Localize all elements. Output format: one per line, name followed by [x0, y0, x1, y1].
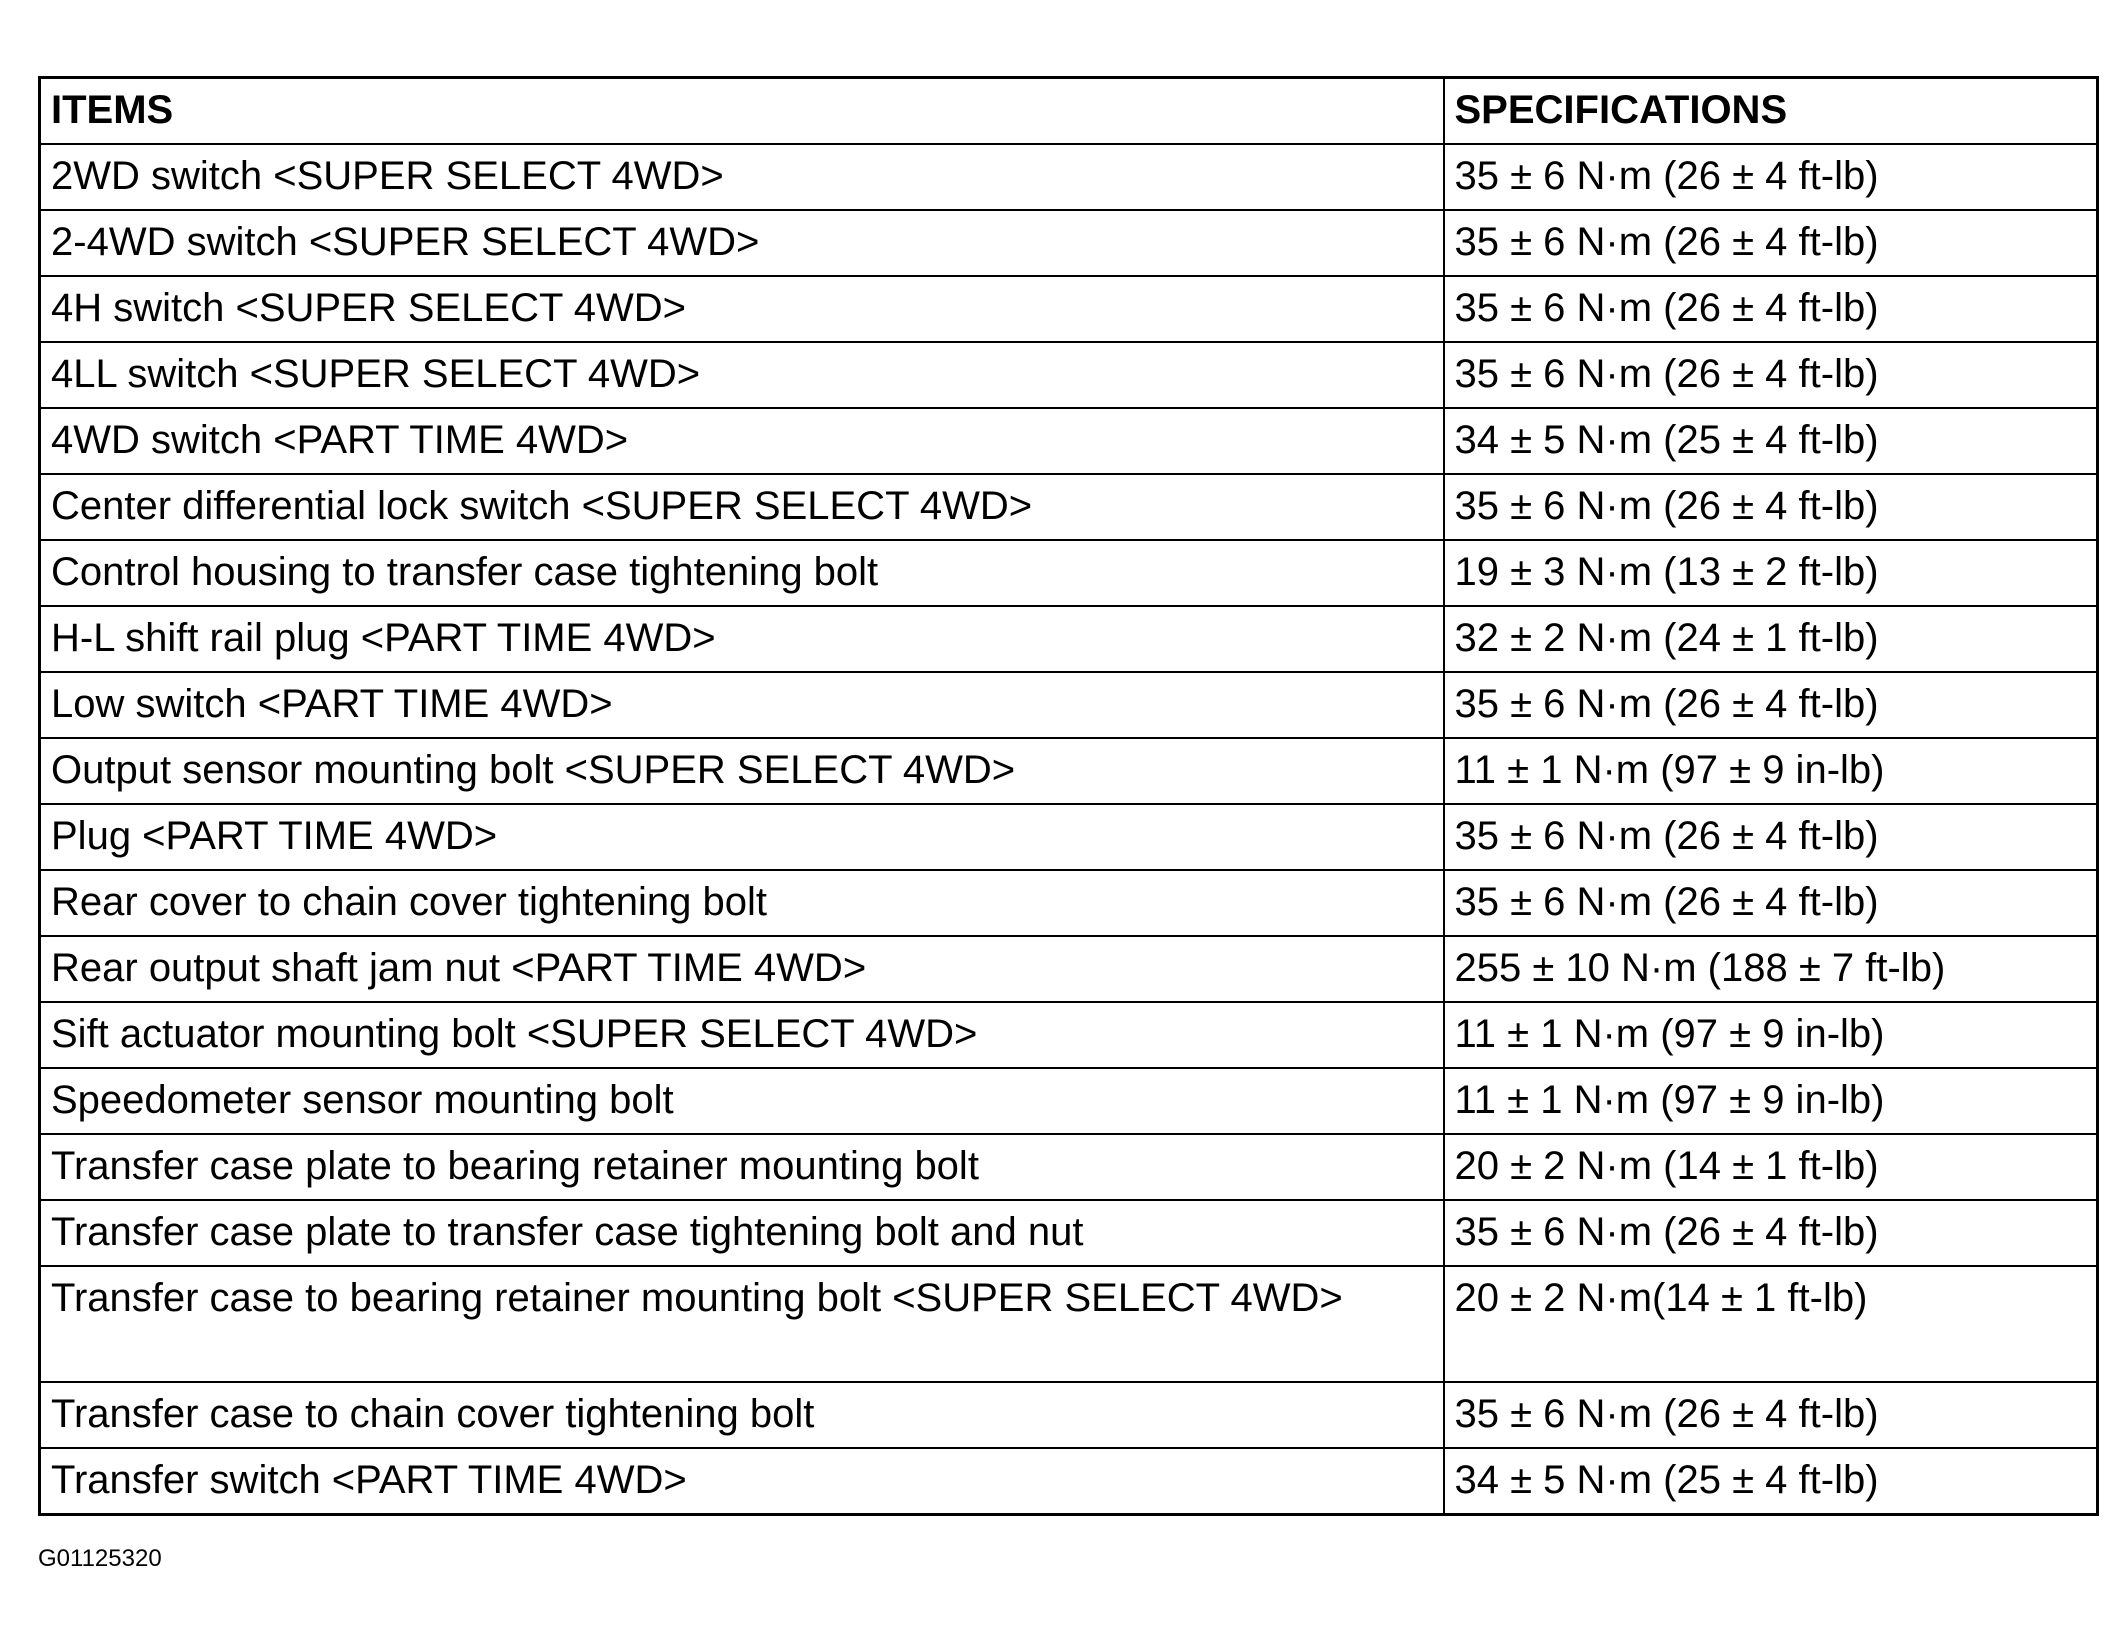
item-cell: Rear cover to chain cover tightening bolt [40, 870, 1444, 936]
table-row [40, 1134, 2098, 1200]
item-cell: Transfer case plate to transfer case tightening bolt and nut [40, 1200, 1444, 1266]
spec-cell: 34 ± 5 N·m (25 ± 4 ft-lb) [1444, 408, 2098, 474]
table-row [40, 738, 2098, 804]
spec-cell: 35 ± 6 N·m (26 ± 4 ft-lb) [1444, 342, 2098, 408]
spec-cell: 11 ± 1 N·m (97 ± 9 in-lb) [1444, 1002, 2098, 1068]
spec-cell: 34 ± 5 N·m (25 ± 4 ft-lb) [1444, 1448, 2098, 1514]
figure-id-label: G01125320 [38, 1545, 162, 1572]
spec-cell: 255 ± 10 N·m (188 ± 7 ft-lb) [1444, 936, 2098, 1002]
item-cell: Plug <PART TIME 4WD> [40, 804, 1444, 870]
item-cell: Low switch <PART TIME 4WD> [40, 672, 1444, 738]
table-row [40, 672, 2098, 738]
item-cell: H-L shift rail plug <PART TIME 4WD> [40, 606, 1444, 672]
item-cell: Output sensor mounting bolt <SUPER SELECT 4WD> [40, 738, 1444, 804]
table-row [40, 936, 2098, 1002]
item-cell: 2-4WD switch <SUPER SELECT 4WD> [40, 210, 1444, 276]
table-row [40, 342, 2098, 408]
item-cell: Transfer case to chain cover tightening bolt [40, 1382, 1444, 1448]
item-cell: Control housing to transfer case tightening bolt [40, 540, 1444, 606]
specifications-column-header: SPECIFICATIONS [1444, 78, 2098, 145]
spec-cell: 19 ± 3 N·m (13 ± 2 ft-lb) [1444, 540, 2098, 606]
spec-cell: 20 ± 2 N·m(14 ± 1 ft-lb) [1444, 1266, 2098, 1382]
spec-cell: 35 ± 6 N·m (26 ± 4 ft-lb) [1444, 672, 2098, 738]
item-cell: Center differential lock switch <SUPER SELECT 4WD> [40, 474, 1444, 540]
spec-cell: 32 ± 2 N·m (24 ± 1 ft-lb) [1444, 606, 2098, 672]
item-cell: 4H switch <SUPER SELECT 4WD> [40, 276, 1444, 342]
spec-cell: 35 ± 6 N·m (26 ± 4 ft-lb) [1444, 144, 2098, 210]
item-cell: Speedometer sensor mounting bolt [40, 1068, 1444, 1134]
item-cell: 4LL switch <SUPER SELECT 4WD> [40, 342, 1444, 408]
items-column-header: ITEMS [40, 78, 1444, 145]
table-row [40, 1068, 2098, 1134]
table-row [40, 144, 2098, 210]
table-row [40, 1200, 2098, 1266]
spec-cell: 20 ± 2 N·m (14 ± 1 ft-lb) [1444, 1134, 2098, 1200]
spec-cell: 35 ± 6 N·m (26 ± 4 ft-lb) [1444, 276, 2098, 342]
item-cell: 2WD switch <SUPER SELECT 4WD> [40, 144, 1444, 210]
item-cell: Transfer case plate to bearing retainer mounting bolt [40, 1134, 1444, 1200]
table-row [40, 540, 2098, 606]
table-row [40, 804, 2098, 870]
spec-cell: 11 ± 1 N·m (97 ± 9 in-lb) [1444, 738, 2098, 804]
torque-spec-table [38, 76, 2099, 1516]
table-row [40, 276, 2098, 342]
item-cell: Sift actuator mounting bolt <SUPER SELECT 4WD> [40, 1002, 1444, 1068]
spec-cell: 35 ± 6 N·m (26 ± 4 ft-lb) [1444, 474, 2098, 540]
table-row [40, 1266, 2098, 1382]
spec-cell: 11 ± 1 N·m (97 ± 9 in-lb) [1444, 1068, 2098, 1134]
spec-cell: 35 ± 6 N·m (26 ± 4 ft-lb) [1444, 804, 2098, 870]
table-row [40, 210, 2098, 276]
spec-cell: 35 ± 6 N·m (26 ± 4 ft-lb) [1444, 1382, 2098, 1448]
spec-cell: 35 ± 6 N·m (26 ± 4 ft-lb) [1444, 210, 2098, 276]
spec-cell: 35 ± 6 N·m (26 ± 4 ft-lb) [1444, 1200, 2098, 1266]
item-cell: Transfer case to bearing retainer mounting bolt <SUPER SELECT 4WD> [40, 1266, 1444, 1382]
item-cell: 4WD switch <PART TIME 4WD> [40, 408, 1444, 474]
table-row [40, 474, 2098, 540]
item-cell: Transfer switch <PART TIME 4WD> [40, 1448, 1444, 1514]
table-row [40, 870, 2098, 936]
table-row [40, 606, 2098, 672]
spec-cell: 35 ± 6 N·m (26 ± 4 ft-lb) [1444, 870, 2098, 936]
table-row [40, 408, 2098, 474]
table-row [40, 1448, 2098, 1514]
table-row [40, 1002, 2098, 1068]
table-header-row [40, 78, 2098, 145]
table-row [40, 1382, 2098, 1448]
item-cell: Rear output shaft jam nut <PART TIME 4WD> [40, 936, 1444, 1002]
